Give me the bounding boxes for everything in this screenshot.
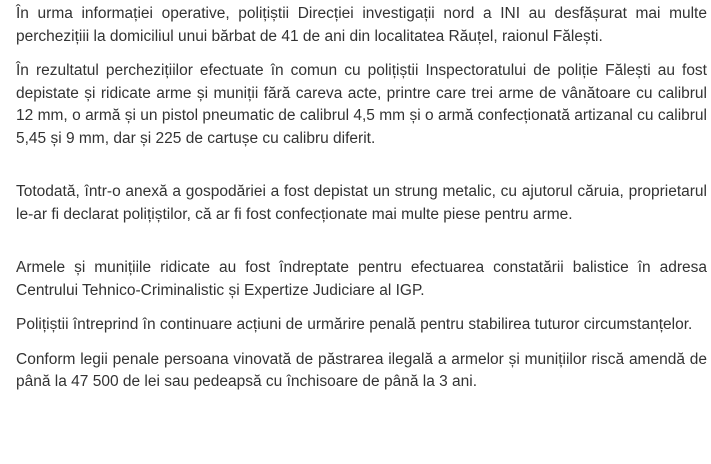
paragraph-ballistic-examination: Armele și munițiile ridicate au fost îndreptate pentru efectuarea constatării balistice în adresa Centrului Tehnico-Criminalistic și Expertize Judiciare al IGP. — [16, 259, 707, 299]
paragraph-search-results: În rezultatul perchezițiilor efectuate în comun cu polițiștii Inspectoratului de poliție Fălești au fost depistate și ridicate arme și muniții fără careva acte, printre care trei arme de vânătoare cu calibrul 12 mm, o armă și un pistol pneumatic de calibrul 4,5 mm și o armă confecționată artizanal cu calibrul 5,45 și 9 mm, dar și 225 de cartușe cu calibru diferit. — [16, 62, 707, 147]
paragraph-legal-penalty: Conform legii penale persoana vinovată de păstrarea ilegală a armelor și munițiilor riscă amendă de până la 47 500 de lei sau pedeapsă cu închisoare de până la 3 ani. — [16, 350, 707, 390]
paragraph-criminal-investigation: Polițiștii întreprind în continuare acțiuni de urmărire penală pentru stabilirea tuturor circumstanțelor. — [16, 316, 693, 333]
paragraph-operative-info: În urma informației operative, polițiștii Direcției investigații nord a INI au desfășurat mai multe perchezițiii la domiciliul unui bărbat de 41 de ani din localitatea Răuțel, raionul Fălești. — [16, 5, 707, 45]
paragraph-metal-lathe: Totodată, într-o anexă a gospodăriei a fost depistat un strung metalic, cu ajutorul căruia, proprietarul le-ar fi declarat polițiștilor, că ar fi fost confecționate mai multe piese pentru arme. — [16, 183, 707, 223]
